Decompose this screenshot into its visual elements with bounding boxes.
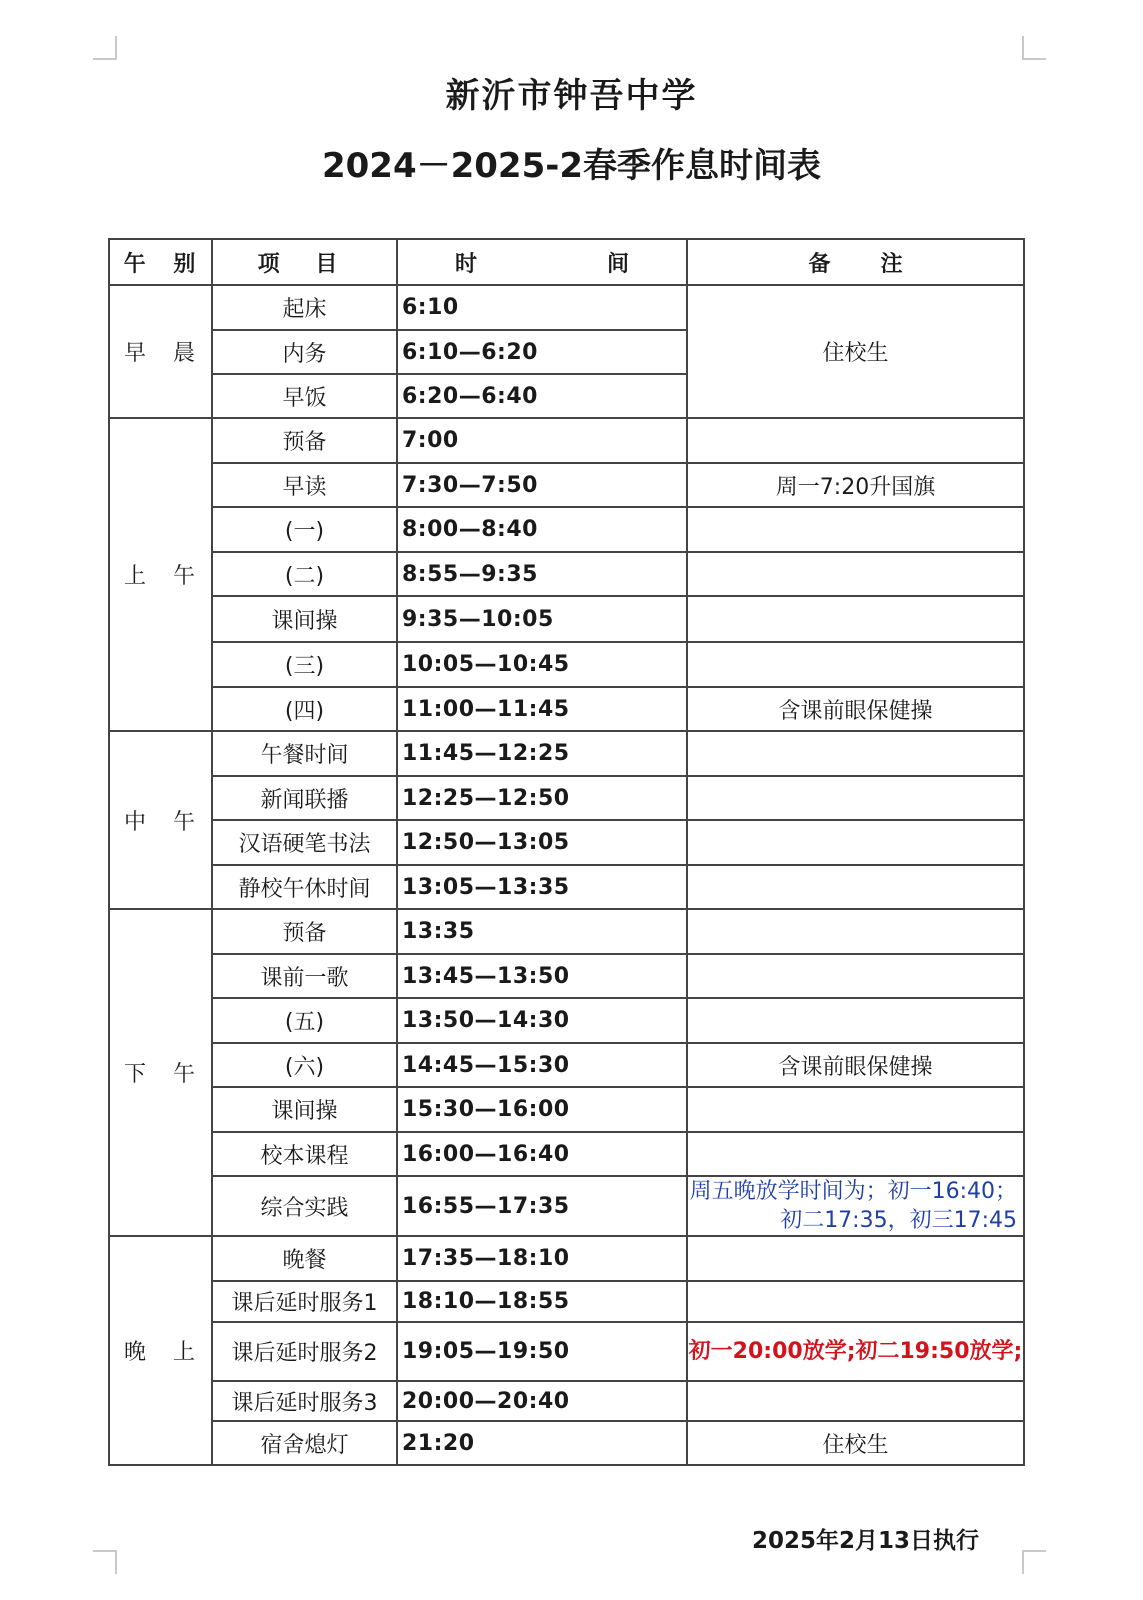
item-cell: 综合实践 xyxy=(212,1176,397,1236)
table-row xyxy=(109,1322,1024,1381)
time-cell: 12:25—12:50 xyxy=(397,776,687,820)
note-evening-dismissal: 初一20:00放学;初二19:50放学; xyxy=(687,1322,1024,1381)
corner-mark-top-right xyxy=(1022,36,1046,60)
table-row xyxy=(109,1043,1024,1087)
note-cell xyxy=(687,1132,1024,1176)
note-cell xyxy=(687,954,1024,998)
note-cell xyxy=(687,909,1024,954)
time-cell: 14:45—15:30 xyxy=(397,1043,687,1087)
note-cell xyxy=(687,820,1024,865)
time-cell: 12:50—13:05 xyxy=(397,820,687,865)
time-cell: 7:00 xyxy=(397,418,687,463)
table-row xyxy=(109,820,1024,865)
time-cell: 15:30—16:00 xyxy=(397,1087,687,1132)
item-cell: 课后延时服务2 xyxy=(212,1322,397,1381)
note-cell xyxy=(687,1281,1024,1322)
table-row xyxy=(109,1421,1024,1465)
table-row xyxy=(109,776,1024,820)
table-row xyxy=(109,1176,1024,1236)
note-morning-boarders: 住校生 xyxy=(687,285,1024,418)
time-cell: 21:20 xyxy=(397,1421,687,1465)
item-cell: 汉语硬笔书法 xyxy=(212,820,397,865)
item-cell: 起床 xyxy=(212,285,397,330)
table-row xyxy=(109,1236,1024,1281)
item-cell: 午餐时间 xyxy=(212,731,397,776)
header-note-char-1: 备 xyxy=(808,251,831,277)
time-cell: 17:35—18:10 xyxy=(397,1236,687,1281)
note-cell xyxy=(687,507,1024,552)
time-cell: 19:05—19:50 xyxy=(397,1322,687,1381)
note-friday-dismissal: 周五晚放学时间为；初一16:40；初二17:35，初三17:45 xyxy=(687,1176,1024,1236)
note-cell: 住校生 xyxy=(687,1421,1024,1465)
item-cell: 早饭 xyxy=(212,374,397,418)
table-row xyxy=(109,463,1024,507)
table-row xyxy=(109,1087,1024,1132)
header-time xyxy=(397,239,687,285)
corner-mark-top-left xyxy=(93,36,117,60)
time-cell: 8:55—9:35 xyxy=(397,552,687,596)
table-row xyxy=(109,507,1024,552)
table-row xyxy=(109,418,1024,463)
note-cell xyxy=(687,552,1024,596)
table-row xyxy=(109,552,1024,596)
item-cell: (二) xyxy=(212,552,397,596)
header-time-char-1: 时 xyxy=(454,251,477,277)
note-cell xyxy=(687,998,1024,1043)
item-cell: 静校午休时间 xyxy=(212,865,397,909)
period-morning: 早 晨 xyxy=(109,285,212,418)
table-row xyxy=(109,865,1024,909)
corner-mark-bottom-right xyxy=(1022,1550,1046,1574)
time-cell: 11:00—11:45 xyxy=(397,687,687,731)
item-cell: 课间操 xyxy=(212,596,397,642)
time-cell: 8:00—8:40 xyxy=(397,507,687,552)
item-cell: (一) xyxy=(212,507,397,552)
schedule-title: 2024－2025-2春季作息时间表 xyxy=(321,146,822,186)
item-cell: (三) xyxy=(212,642,397,687)
table-row xyxy=(109,687,1024,731)
item-cell: 预备 xyxy=(212,909,397,954)
time-cell: 20:00—20:40 xyxy=(397,1381,687,1421)
item-cell: (六) xyxy=(212,1043,397,1087)
schedule-table xyxy=(108,238,1025,1466)
table-row xyxy=(109,285,1024,330)
table-row xyxy=(109,1281,1024,1322)
period-pm: 下 午 xyxy=(109,909,212,1236)
time-cell: 13:45—13:50 xyxy=(397,954,687,998)
effective-date: 2025年2月13日执行 xyxy=(752,1528,980,1554)
item-cell: 晚餐 xyxy=(212,1236,397,1281)
time-cell: 11:45—12:25 xyxy=(397,731,687,776)
header-row xyxy=(109,239,1024,285)
note-cell xyxy=(687,596,1024,642)
note-cell xyxy=(687,1087,1024,1132)
time-cell: 9:35—10:05 xyxy=(397,596,687,642)
header-note xyxy=(687,239,1024,285)
period-evening: 晚 上 xyxy=(109,1236,212,1465)
item-cell: 课后延时服务1 xyxy=(212,1281,397,1322)
note-cell xyxy=(687,642,1024,687)
header-period: 午 别 xyxy=(109,239,212,285)
school-title: 新沂市钟吾中学 xyxy=(445,76,698,116)
note-cell xyxy=(687,1381,1024,1421)
time-cell: 13:50—14:30 xyxy=(397,998,687,1043)
period-noon: 中 午 xyxy=(109,731,212,909)
table-row xyxy=(109,1132,1024,1176)
table-row xyxy=(109,596,1024,642)
item-cell: 宿舍熄灯 xyxy=(212,1421,397,1465)
note-cell xyxy=(687,418,1024,463)
header-time-char-2: 间 xyxy=(607,251,630,277)
time-cell: 18:10—18:55 xyxy=(397,1281,687,1322)
table-row xyxy=(109,998,1024,1043)
note-cell xyxy=(687,776,1024,820)
item-cell: 预备 xyxy=(212,418,397,463)
time-cell: 7:30—7:50 xyxy=(397,463,687,507)
table-row xyxy=(109,642,1024,687)
table-row xyxy=(109,909,1024,954)
time-cell: 16:00—16:40 xyxy=(397,1132,687,1176)
item-cell: 新闻联播 xyxy=(212,776,397,820)
time-cell: 13:05—13:35 xyxy=(397,865,687,909)
item-cell: 课前一歌 xyxy=(212,954,397,998)
time-cell: 6:10—6:20 xyxy=(397,330,687,374)
item-cell: 校本课程 xyxy=(212,1132,397,1176)
note-cell xyxy=(687,865,1024,909)
note-cell xyxy=(687,731,1024,776)
note-cell: 周一7:20升国旗 xyxy=(687,463,1024,507)
time-cell: 16:55—17:35 xyxy=(397,1176,687,1236)
item-cell: (四) xyxy=(212,687,397,731)
time-cell: 10:05—10:45 xyxy=(397,642,687,687)
item-cell: (五) xyxy=(212,998,397,1043)
table-row xyxy=(109,1381,1024,1421)
item-cell: 早读 xyxy=(212,463,397,507)
time-cell: 13:35 xyxy=(397,909,687,954)
item-cell: 课间操 xyxy=(212,1087,397,1132)
period-am: 上 午 xyxy=(109,418,212,731)
note-cell: 含课前眼保健操 xyxy=(687,687,1024,731)
time-cell: 6:20—6:40 xyxy=(397,374,687,418)
item-cell: 课后延时服务3 xyxy=(212,1381,397,1421)
header-item: 项 目 xyxy=(212,239,397,285)
corner-mark-bottom-left xyxy=(93,1550,117,1574)
note-cell xyxy=(687,1236,1024,1281)
time-cell: 6:10 xyxy=(397,285,687,330)
table-row xyxy=(109,731,1024,776)
note-cell: 含课前眼保健操 xyxy=(687,1043,1024,1087)
table-row xyxy=(109,954,1024,998)
header-note-char-2: 注 xyxy=(880,251,903,277)
item-cell: 内务 xyxy=(212,330,397,374)
